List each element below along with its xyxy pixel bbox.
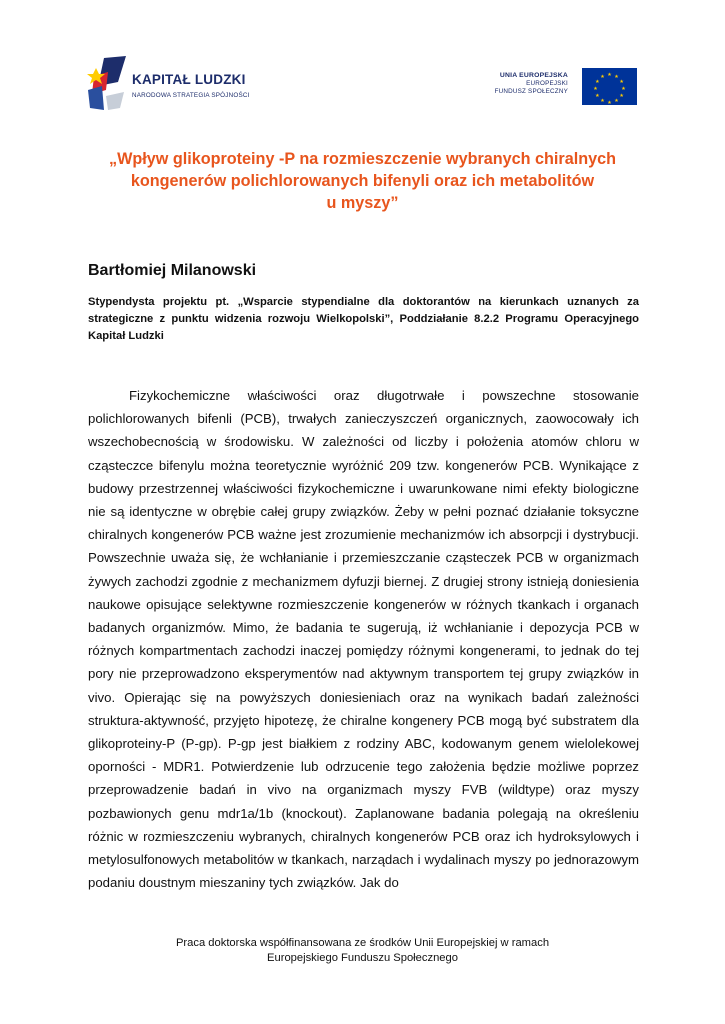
svg-text:★: ★ (607, 72, 612, 78)
stipend-note: Stypendysta projektu pt. „Wsparcie stypendialne dla doktorantów na kierunkach uznanych za strategiczne z punktu widzenia rozwoju Wielkopolski”, Poddziałanie 8.2.2 Programu Operacyjnego Kapitał Ludzki (88, 296, 639, 342)
svg-text:★: ★ (595, 79, 600, 85)
eu-text-block (495, 72, 568, 95)
eu-line-2: EUROPEJSKI (526, 80, 568, 87)
svg-text:★: ★ (614, 73, 619, 80)
svg-text:★: ★ (600, 98, 605, 105)
svg-text:★: ★ (614, 98, 619, 105)
eu-line-1: UNIA EUROPEJSKA (499, 72, 568, 79)
author-name: Bartłomiej Milanowski (88, 262, 257, 279)
svg-text:★: ★ (619, 93, 624, 99)
body-paragraph: Fizykochemiczne właściwości oraz długotrwałe i powszechne stosowanie polichlorowanych bifenli (PCB), trwałych zanieczyszczeń organicznych, zaowocowały ich wszechobecnością w środowisku. W zależności od liczby i położenia atomów chloru w cząsteczce bifenylu można teoretycznie wyróżnić 209 tzw. kongenerów PCB. Wynikające z budowy przestrzennej właściwości fizykochemiczne i uwarunkowane nimi efekty biologiczne nie są identyczne w obrębie całej grupy związków. Żeby w pełni poznać działanie toksyczne chiralnych kongenerów PCB ważne jest zrozumienie mechanizmów ich absorpcji i dystrybucji. Powszechnie uważa się, że wchłanianie i przemieszczanie cząsteczek PCB w organizmach żywych zachodzi zgodnie z mechanizmem dyfuzji biernej. Z drugiej strony istnieją doniesienia naukowe opisujące selektywne rozmieszczenie kongenerów w różnych tkankach i organach badanych organizmów. Mimo, że badania te sugerują, iż wchłanianie i depozycja PCB w różnych kompartmentach zachodzi inaczej pomiędzy różnymi kongenerami, to jednak do tej pory nie przeprowadzono eksperymentów nad aktywnym transportem tej grupy związków in vivo. Opierając się na powyższych doniesieniach oraz na wynikach badań zależności struktura-aktywność, przyjęto hipotezę, że chiralne kongenery PCB mogą być substratem dla glikoproteiny-P (P-gp). P-gp jest białkiem z rodziny ABC, kodowanym genem wielolekowej oporności - MDR1. Potwierdzenie lub odrzucenie tego założenia będzie możliwe poprzez przeprowadzenie badań in vivo na organizmach myszy FVB (wildtype) oraz myszy pozbawionych genu mdr1a/1b (knockout). Zaplanowane badania polegają na określeniu różnic w rozmieszczeniu wybranych, chiralnych kongenerów PCB oraz ich hydroksylowych i metylosulfonowych metabolitów w tkankach, narządach i wydalinach myszy po jednorazowym podaniu doustnym mieszaniny tych związków. Jak do (88, 388, 639, 891)
svg-text:★: ★ (621, 86, 626, 92)
document-title (80, 148, 645, 214)
page-footer (100, 936, 625, 966)
kapital-ludzki-title: KAPITAŁ LUDZKI (132, 72, 246, 87)
eu-logo (490, 68, 640, 106)
svg-text:★: ★ (593, 86, 598, 92)
title-line-3: u myszy” (326, 194, 399, 212)
eu-flag-icon (582, 68, 637, 105)
title-line-2: kongenerów polichlorowanych bifenyli oraz ich metabolitów (130, 172, 595, 190)
kapital-ludzki-logo (86, 56, 261, 112)
kapital-ludzki-subtitle: NARODOWA STRATEGIA SPÓJNOŚCI (132, 92, 250, 99)
svg-text:★: ★ (600, 73, 605, 80)
kapital-ludzki-emblem-icon (86, 56, 126, 112)
eu-line-3: FUNDUSZ SPOŁECZNY (494, 88, 568, 95)
svg-text:★: ★ (619, 79, 624, 85)
svg-text:★: ★ (607, 100, 612, 105)
title-line-1: „Wpływ glikoproteiny -P na rozmieszczenie wybranych chiralnych (108, 150, 617, 168)
svg-text:★: ★ (595, 93, 600, 99)
footer-line-2: Europejskiego Funduszu Społecznego (267, 952, 458, 964)
footer-line-1: Praca doktorska współfinansowana ze środków Unii Europejskiej w ramach (175, 937, 550, 949)
